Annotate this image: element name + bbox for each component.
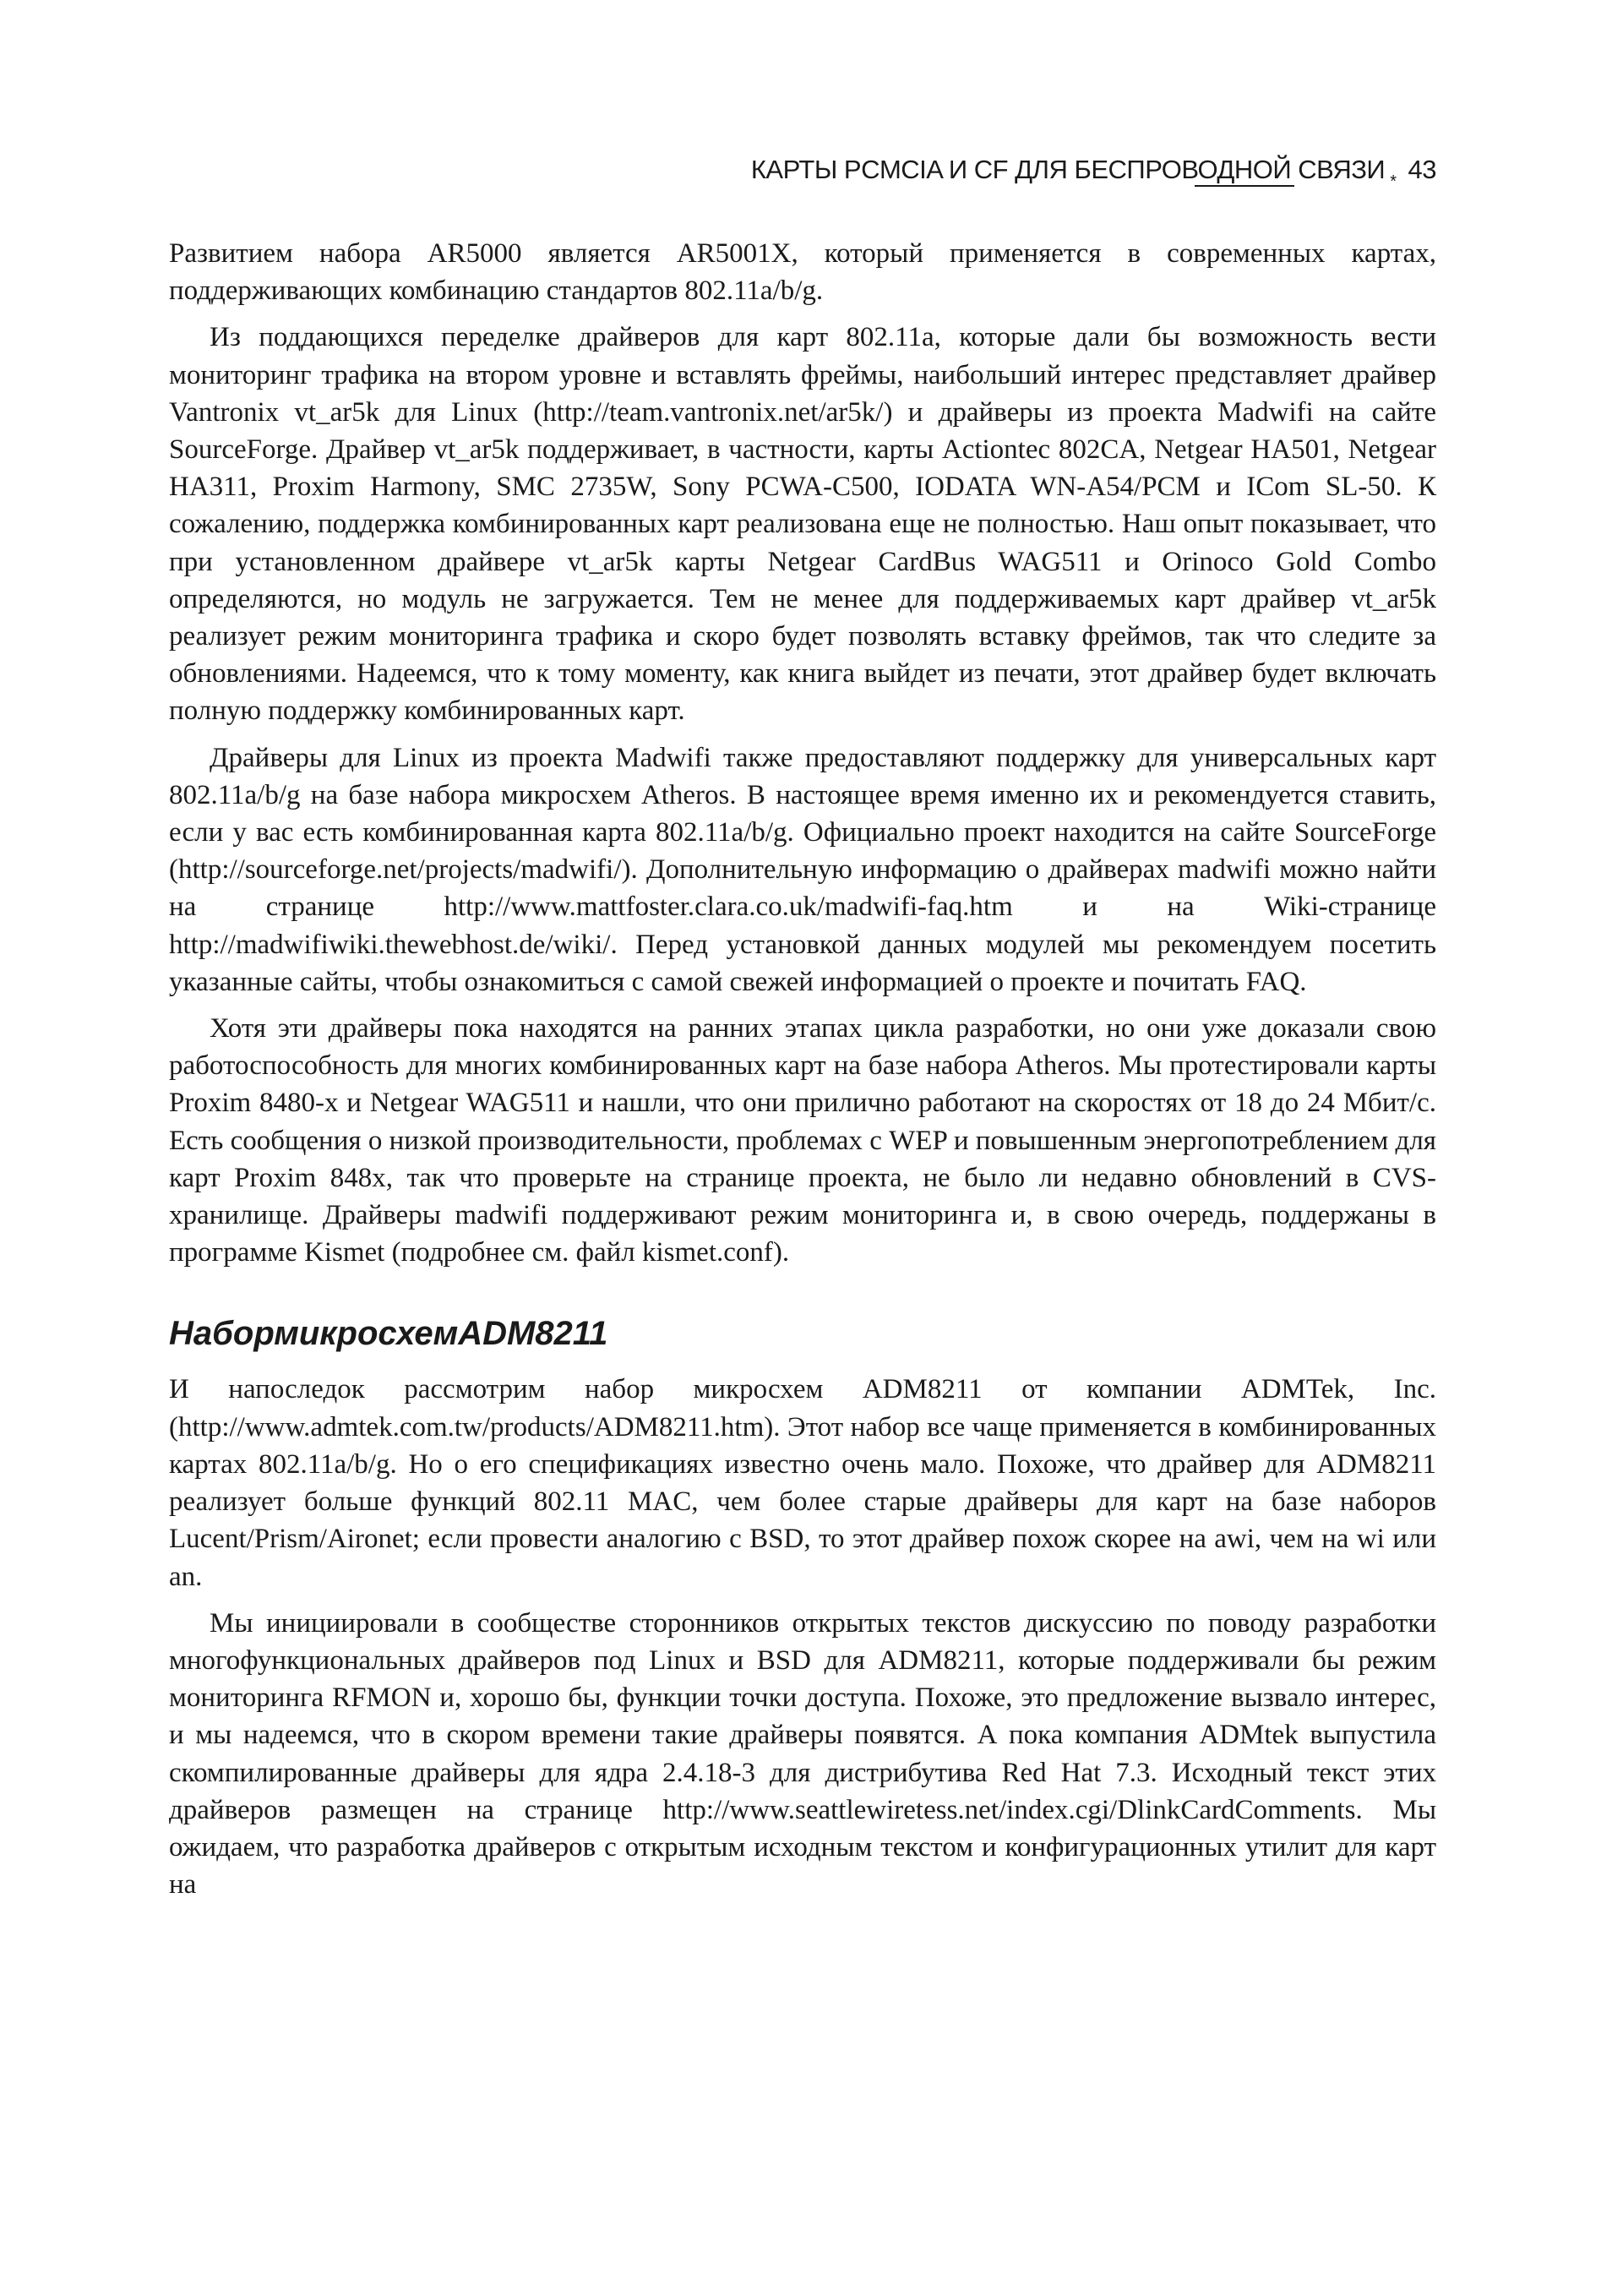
running-header-title: КАРТЫ PCMCIA И CF ДЛЯ БЕСПРОВОДНОЙ СВЯЗИ — [750, 155, 1386, 184]
paragraph-adm8211-intro: И напоследок рассмотрим набор микросхем ADM8211 от компании ADMTek, Inc. (http://www.admtek.com.tw/products/ADM8211.htm). Этот набор все чаще применяется в комбинированных картах 802.11a/b/g. Но о его спецификациях известно очень мало. Похоже, что драйвер для ADM8211 реализует больше функций 802.11 MAC, чем более старые драйверы для карт на базе наборов Lucent/Prism/Aironet; если провести аналогию с BSD, то этот драйвер похож скорее на awi, чем на wi или an. — [169, 1374, 1436, 1592]
section-heading: НабормикросхемADM8211 — [169, 1315, 608, 1353]
running-header — [750, 155, 1436, 191]
paragraph-atheros-testing: Хотя эти драйверы пока находятся на ранних этапах цикла разработки, но они уже доказали свою работоспособность для многих комбинированных карт на базе набора Atheros. Мы протестировали карты Proxim 8480-x и Netgear WAG511 и нашли, что они прилично работают на скоростях от 18 до 24 Мбит/с. Есть сообщения о низкой производительности, проблемах с WEP и повышенным энергопотреблением для карт Proxim 848x, так что проверьте на странице проекта, не было ли недавно обновлений в CVS-хранилище. Драйверы madwifi поддерживают режим мониторинга и, в свою очередь, поддержаны в программе Kismet (подробнее см. файл kismet.conf). — [169, 1013, 1436, 1268]
asterisk-ornament-icon: * — [1390, 172, 1397, 191]
paragraph-adm8211-drivers: Мы инициировали в сообществе сторонников открытых текстов дискуссию по поводу разработки многофункциональных драйверов под Linux и BSD для ADM8211, которые поддерживали бы режим мониторинга RFMON и, хорошо бы, функции точки доступа. Похоже, это предложение вызвало интерес, и мы надеемся, что в скором времени такие драйверы появятся. А пока компания ADMtek выпустила скомпилированные драйверы для ядра 2.4.18-3 для дистрибутива Red Hat 7.3. Исходный текст этих драйверов размещен на странице http://www.seattlewiretess.net/index.cgi/DlinkCardComments. Мы ожидаем, что разработка драйверов с открытым исходным текстом и конфигурационных утилит для карт на — [169, 1607, 1436, 1901]
body-text — [169, 235, 1436, 1912]
paragraph-vt-ar5k-driver: Из поддающихся переделке драйверов для карт 802.11a, которые дали бы возможность вести мониторинг трафика на втором уровне и вставлять фреймы, наибольший интерес представляет драйвер Vantronix vt_ar5k для Linux (http://team.vantronix.net/ar5k/) и драйверы из проекта Madwifi на сайте SourceForge. Драйвер vt_ar5k поддерживает, в частности, карты Actiontec 802CA, Netgear HA501, Netgear HA311, Proxim Harmony, SMC 2735W, Sony PCWA-C500, IODATA WN-A54/PCM и ICom SL-50. К сожалению, поддержка комбинированных карт реализована еще не полностью. Наш опыт показывает, что при установленном драйвере vt_ar5k карты Netgear CardBus WAG511 и Orinoco Gold Combo определяются, но модуль не загружается. Тем не менее для поддерживаемых карт драйвер vt_ar5k реализует режим мониторинга трафика и скоро будет позволять вставку фреймов, так что следите за обновлениями. Надеемся, что к тому моменту, как книга выйдет из печати, этот драйвер будет включать полную поддержку комбинированных карт. — [169, 322, 1436, 727]
header-underline — [1195, 185, 1294, 187]
paragraph-madwifi: Драйверы для Linux из проекта Madwifi также предоставляют поддержку для универсальных карт 802.11a/b/g на базе набора микросхем Atheros. В настоящее время именно их и рекомендуется ставить, если у вас есть комбинированная карта 802.11a/b/g. Официально проект находится на сайте SourceForge (http://sourceforge.net/projects/madwifi/). Дополнительную информацию о драйверах madwifi можно найти на странице http://www.mattfoster.clara.co.uk/madwifi-faq.htm и на Wiki-странице http://madwifiwiki.thewebhost.de/wiki/. Перед установкой данных модулей мы рекомендуем посетить указанные сайты, чтобы ознакомиться с самой свежей информацией о проекте и почитать FAQ. — [169, 742, 1436, 997]
page-number: 43 — [1408, 155, 1436, 184]
book-page — [169, 0, 1436, 2296]
paragraph-ar5001x: Развитием набора AR5000 является AR5001X, который применяется в современных картах, поддерживающих комбинацию стандартов 802.11a/b/g. — [169, 238, 1436, 307]
